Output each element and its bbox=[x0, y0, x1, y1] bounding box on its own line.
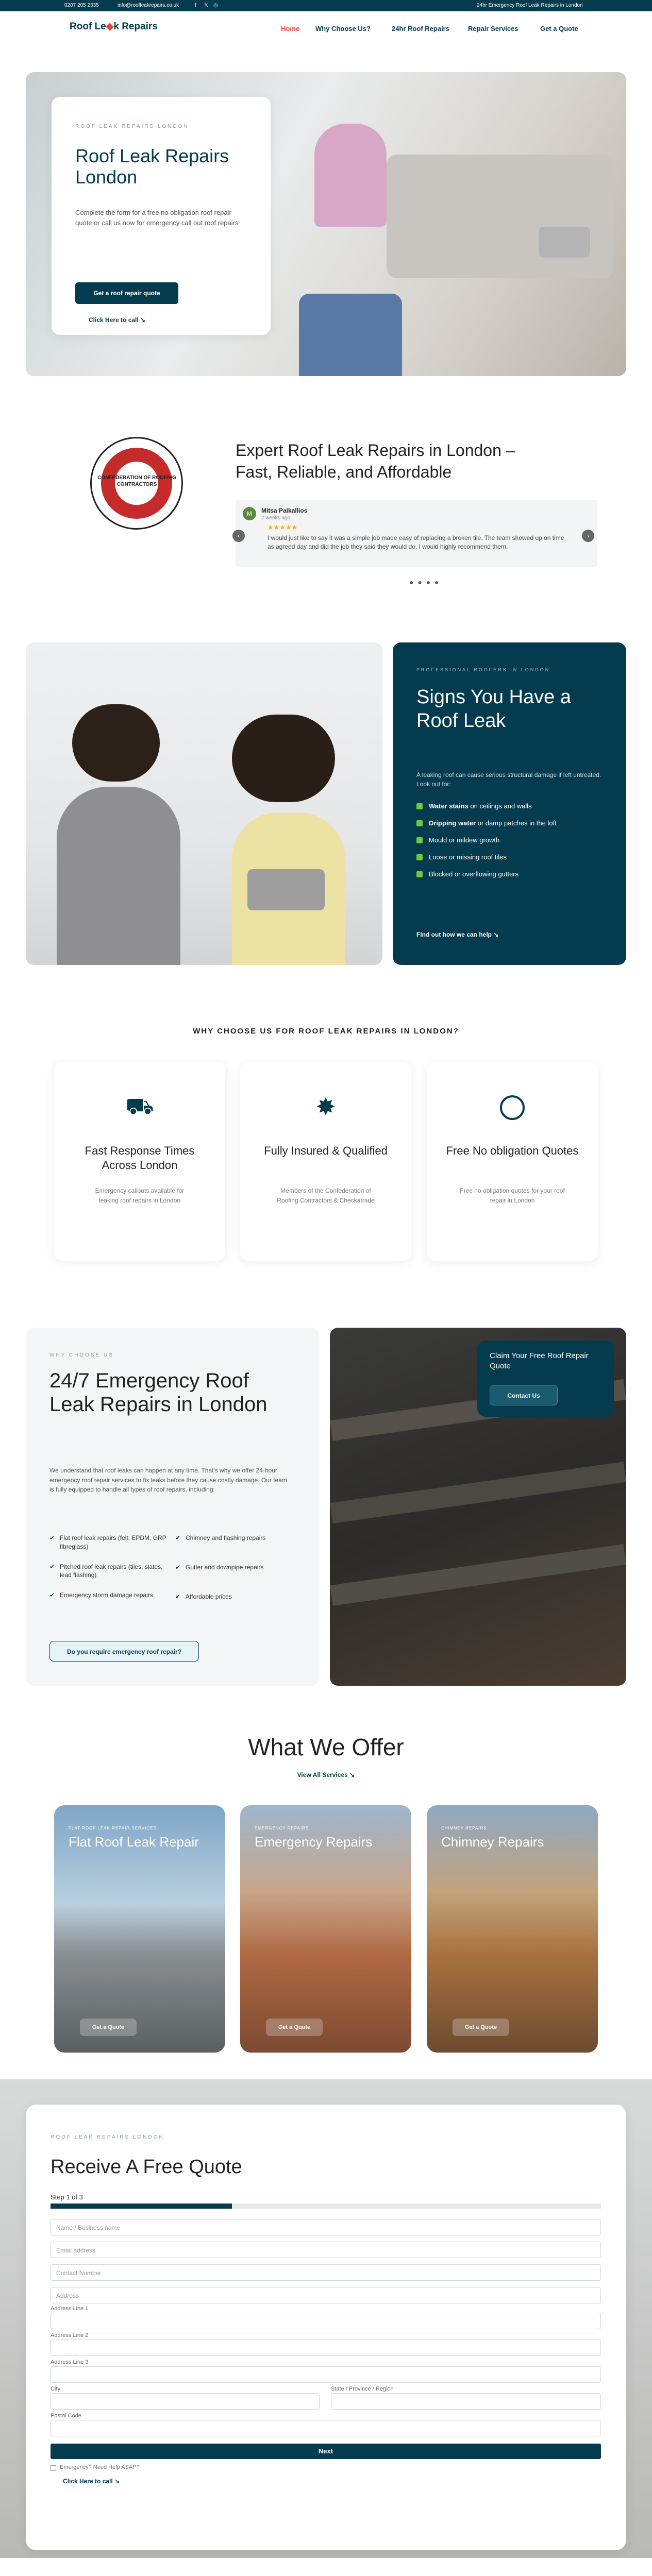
signs-help-link[interactable]: Find out how we can help ↘ bbox=[416, 931, 499, 938]
feature-title: Free No obligation Quotes bbox=[446, 1144, 579, 1157]
pot bbox=[539, 227, 590, 258]
signs-intro: A leaking roof can cause serious structural damage if left untreated. Look out for: bbox=[416, 771, 601, 788]
get-quote-button[interactable]: Get a roof repair quote bbox=[75, 282, 178, 304]
address-line3-input[interactable] bbox=[51, 2366, 601, 2383]
nav-why-choose-us[interactable]: Why Choose Us? bbox=[315, 25, 371, 32]
sign-item: Mould or mildew growth bbox=[416, 836, 612, 844]
emergency-checkbox-label: Emergency? Need Help ASAP? bbox=[60, 2464, 140, 2470]
carousel-dots[interactable]: ● ● ● ● bbox=[409, 578, 440, 586]
sofa bbox=[387, 155, 613, 278]
emergency-title: 24/7 Emergency Roof Leak Repairs in London bbox=[49, 1369, 268, 1416]
instagram-icon[interactable]: ◎ bbox=[213, 3, 218, 8]
carousel-next-icon[interactable]: › bbox=[582, 530, 594, 542]
quote-call-link[interactable]: Click Here to call ↘ bbox=[63, 2478, 120, 2485]
hero-body: Complete the form for a free no obligation roof repair quote or call us now for emergency call out roof repairs bbox=[75, 209, 239, 227]
service-quote-button[interactable]: Get a Quote bbox=[266, 2019, 323, 2036]
review-carousel bbox=[236, 500, 597, 567]
claim-title: Claim Your Free Roof Repair Quote bbox=[490, 1351, 589, 1371]
postal-label: Postal Code bbox=[51, 2413, 81, 2419]
sign-item: Blocked or overflowing gutters bbox=[416, 870, 612, 878]
review-stars: ★★★★★ bbox=[268, 523, 298, 531]
feature-text: Free no obligation quotes for your roof repair in London bbox=[460, 1187, 565, 1205]
service-title: Flat Roof Leak Repair bbox=[69, 1834, 199, 1850]
service-tag: FLAT ROOF LEAK REPAIR SERVICES bbox=[69, 1826, 157, 1831]
feature-card bbox=[54, 1062, 225, 1261]
service-card-flat-roof[interactable] bbox=[54, 1805, 225, 2053]
expert-title: Expert Roof Leak Repairs in London – Fast, Reliable, and Affordable bbox=[236, 441, 515, 481]
service-title: Chimney Repairs bbox=[441, 1834, 544, 1850]
state-input[interactable] bbox=[331, 2393, 601, 2410]
emergency-body: We understand that roof leaks can happen at any time. That's why we offer 24-hour emergency roof repair services to fix leaks before they cause costly damage. Our team is fully equipped to handle all types of roof repairs, including: bbox=[49, 1467, 287, 1494]
feature-card bbox=[427, 1062, 598, 1261]
emergency-list-right: ✔ Chimney and flashing repairs ✔ Gutter and downpipe repairs ✔ Affordable prices bbox=[175, 1534, 266, 1600]
sign-item: Dripping water or damp patches in the loft bbox=[416, 819, 612, 827]
address-line1-label: Address Line 1 bbox=[51, 2306, 89, 2312]
logo[interactable]: Roof Le◆k Repairs bbox=[70, 21, 158, 32]
quote-form-card bbox=[26, 2105, 626, 2550]
nav-home[interactable]: Home bbox=[281, 25, 300, 32]
postal-input[interactable] bbox=[51, 2420, 601, 2436]
signs-panel bbox=[393, 642, 626, 965]
city-label: City bbox=[51, 2386, 60, 2392]
topbar-phone[interactable]: 0207 205 2335 bbox=[64, 3, 99, 8]
hero-call-link[interactable]: Click Here to call ↘ bbox=[89, 316, 146, 324]
service-quote-button[interactable]: Get a Quote bbox=[80, 2019, 137, 2036]
signs-eyebrow: PROFESSIONAL ROOFERS IN LONDON bbox=[416, 667, 550, 672]
service-quote-button[interactable]: Get a Quote bbox=[453, 2019, 509, 2036]
service-tag: CHIMNEY REPAIRS bbox=[441, 1826, 487, 1831]
x-icon[interactable]: 𝕏 bbox=[204, 3, 209, 8]
emergency-button[interactable]: Do you require emergency roof repair? bbox=[49, 1641, 199, 1662]
carousel-prev-icon[interactable]: ‹ bbox=[232, 530, 245, 542]
feature-card bbox=[240, 1062, 411, 1261]
truck-icon: ⛟ bbox=[125, 1094, 154, 1119]
person-legs bbox=[299, 294, 402, 376]
signs-title: Signs You Have a Roof Leak bbox=[416, 686, 572, 732]
claim-quote-card bbox=[477, 1341, 614, 1417]
woman-hair bbox=[232, 715, 335, 802]
sign-item: Loose or missing roof tiles bbox=[416, 853, 612, 861]
feature-text: Emergency callouts available for leaking roof repairs in London bbox=[95, 1187, 185, 1205]
emergency-eyebrow: WHY CHOOSE US bbox=[49, 1352, 114, 1358]
chat-icon bbox=[500, 1095, 525, 1120]
pot bbox=[247, 869, 325, 910]
name-field[interactable]: Name / Business name bbox=[51, 2219, 601, 2235]
hero-title: Roof Leak Repairs London bbox=[75, 145, 229, 188]
topbar-email[interactable]: info@roofleakrepairs.co.uk bbox=[118, 3, 179, 8]
address-field[interactable]: Address bbox=[51, 2287, 601, 2303]
review-text: I would just like to say it was a simple job made easy of replacing a broken tile. The team showed up on time as agreed day and did the job they said they would do. I would highly recommend them. bbox=[268, 534, 564, 551]
feature-title: Fast Response Times Across London bbox=[85, 1144, 195, 1172]
corc-badge bbox=[90, 437, 183, 530]
feature-title: Fully Insured & Qualified bbox=[264, 1144, 388, 1157]
person bbox=[314, 124, 387, 227]
signs-list bbox=[416, 802, 612, 887]
city-input[interactable] bbox=[51, 2393, 320, 2410]
emergency-list-left: ✔ Flat roof leak repairs (felt, EPDM, GRP fibreglass) ✔ Pitched roof leak repairs (tiles, slates, lead flashing) ✔ Emergency storm damage repairs bbox=[49, 1534, 166, 1599]
next-button[interactable]: Next bbox=[51, 2444, 601, 2459]
email-field[interactable]: Email address bbox=[51, 2242, 601, 2258]
roof-drop-icon: ◆ bbox=[106, 21, 114, 32]
contact-us-button[interactable]: Contact Us bbox=[490, 1385, 558, 1405]
badge-icon: ✸ bbox=[315, 1093, 336, 1120]
corc-badge-text: CONFEDERATION OF ROOFING CONTRACTORS bbox=[97, 475, 176, 487]
offer-title: What We Offer bbox=[248, 1734, 404, 1760]
emergency-checkbox[interactable] bbox=[51, 2465, 56, 2471]
reviewer-name: Mitsa Paikallios bbox=[261, 507, 308, 514]
nav-repair-services[interactable]: Repair Services bbox=[468, 25, 519, 32]
man-sweater bbox=[57, 787, 180, 965]
quote-progress-fill bbox=[51, 2204, 232, 2209]
quote-eyebrow: ROOF LEAK REPAIRS LONDON bbox=[51, 2134, 164, 2140]
why-title: WHY CHOOSE US FOR ROOF LEAK REPAIRS IN LONDON? bbox=[193, 1027, 459, 1036]
view-all-services-link[interactable]: View All Services ↘ bbox=[297, 1771, 355, 1778]
quote-progress-track bbox=[51, 2204, 601, 2209]
state-label: State / Province / Region bbox=[331, 2386, 394, 2392]
topbar-tagline: 24hr Emergency Roof Leak Repairs in London bbox=[477, 3, 583, 8]
emergency-panel bbox=[26, 1328, 320, 1686]
service-card-chimney[interactable] bbox=[427, 1805, 598, 2053]
quote-title: Receive A Free Quote bbox=[51, 2156, 242, 2178]
hero-eyebrow: ROOF LEAK REPAIRS LONDON bbox=[75, 124, 189, 129]
hero-card bbox=[52, 97, 271, 335]
service-tag: EMERGENCY REPAIRS bbox=[255, 1826, 309, 1831]
facebook-icon[interactable]: f bbox=[195, 3, 196, 8]
reviewer-avatar: M bbox=[243, 507, 256, 520]
address-line2-input[interactable] bbox=[51, 2340, 601, 2356]
service-card-emergency[interactable] bbox=[240, 1805, 411, 2053]
address-line1-input[interactable] bbox=[51, 2313, 601, 2329]
address-line3-label: Address Line 3 bbox=[51, 2359, 89, 2365]
address-line2-label: Address Line 2 bbox=[51, 2332, 89, 2338]
header bbox=[0, 11, 652, 47]
nav-24hr-roof-repairs[interactable]: 24hr Roof Repairs bbox=[392, 25, 449, 32]
feature-text: Members of the Confederation of Roofing Contractors & Checkatrade bbox=[277, 1187, 375, 1205]
review-time: 2 weeks ago bbox=[261, 515, 291, 521]
man-hair bbox=[72, 704, 160, 782]
top-bar bbox=[0, 0, 652, 11]
couple-image bbox=[26, 642, 382, 965]
sign-item: Water stains on ceilings and walls bbox=[416, 802, 612, 810]
phone-field[interactable]: Contact Number bbox=[51, 2264, 601, 2281]
quote-step: Step 1 of 3 bbox=[51, 2193, 83, 2201]
service-title: Emergency Repairs bbox=[255, 1834, 373, 1850]
nav-get-a-quote[interactable]: Get a Quote bbox=[540, 25, 578, 32]
